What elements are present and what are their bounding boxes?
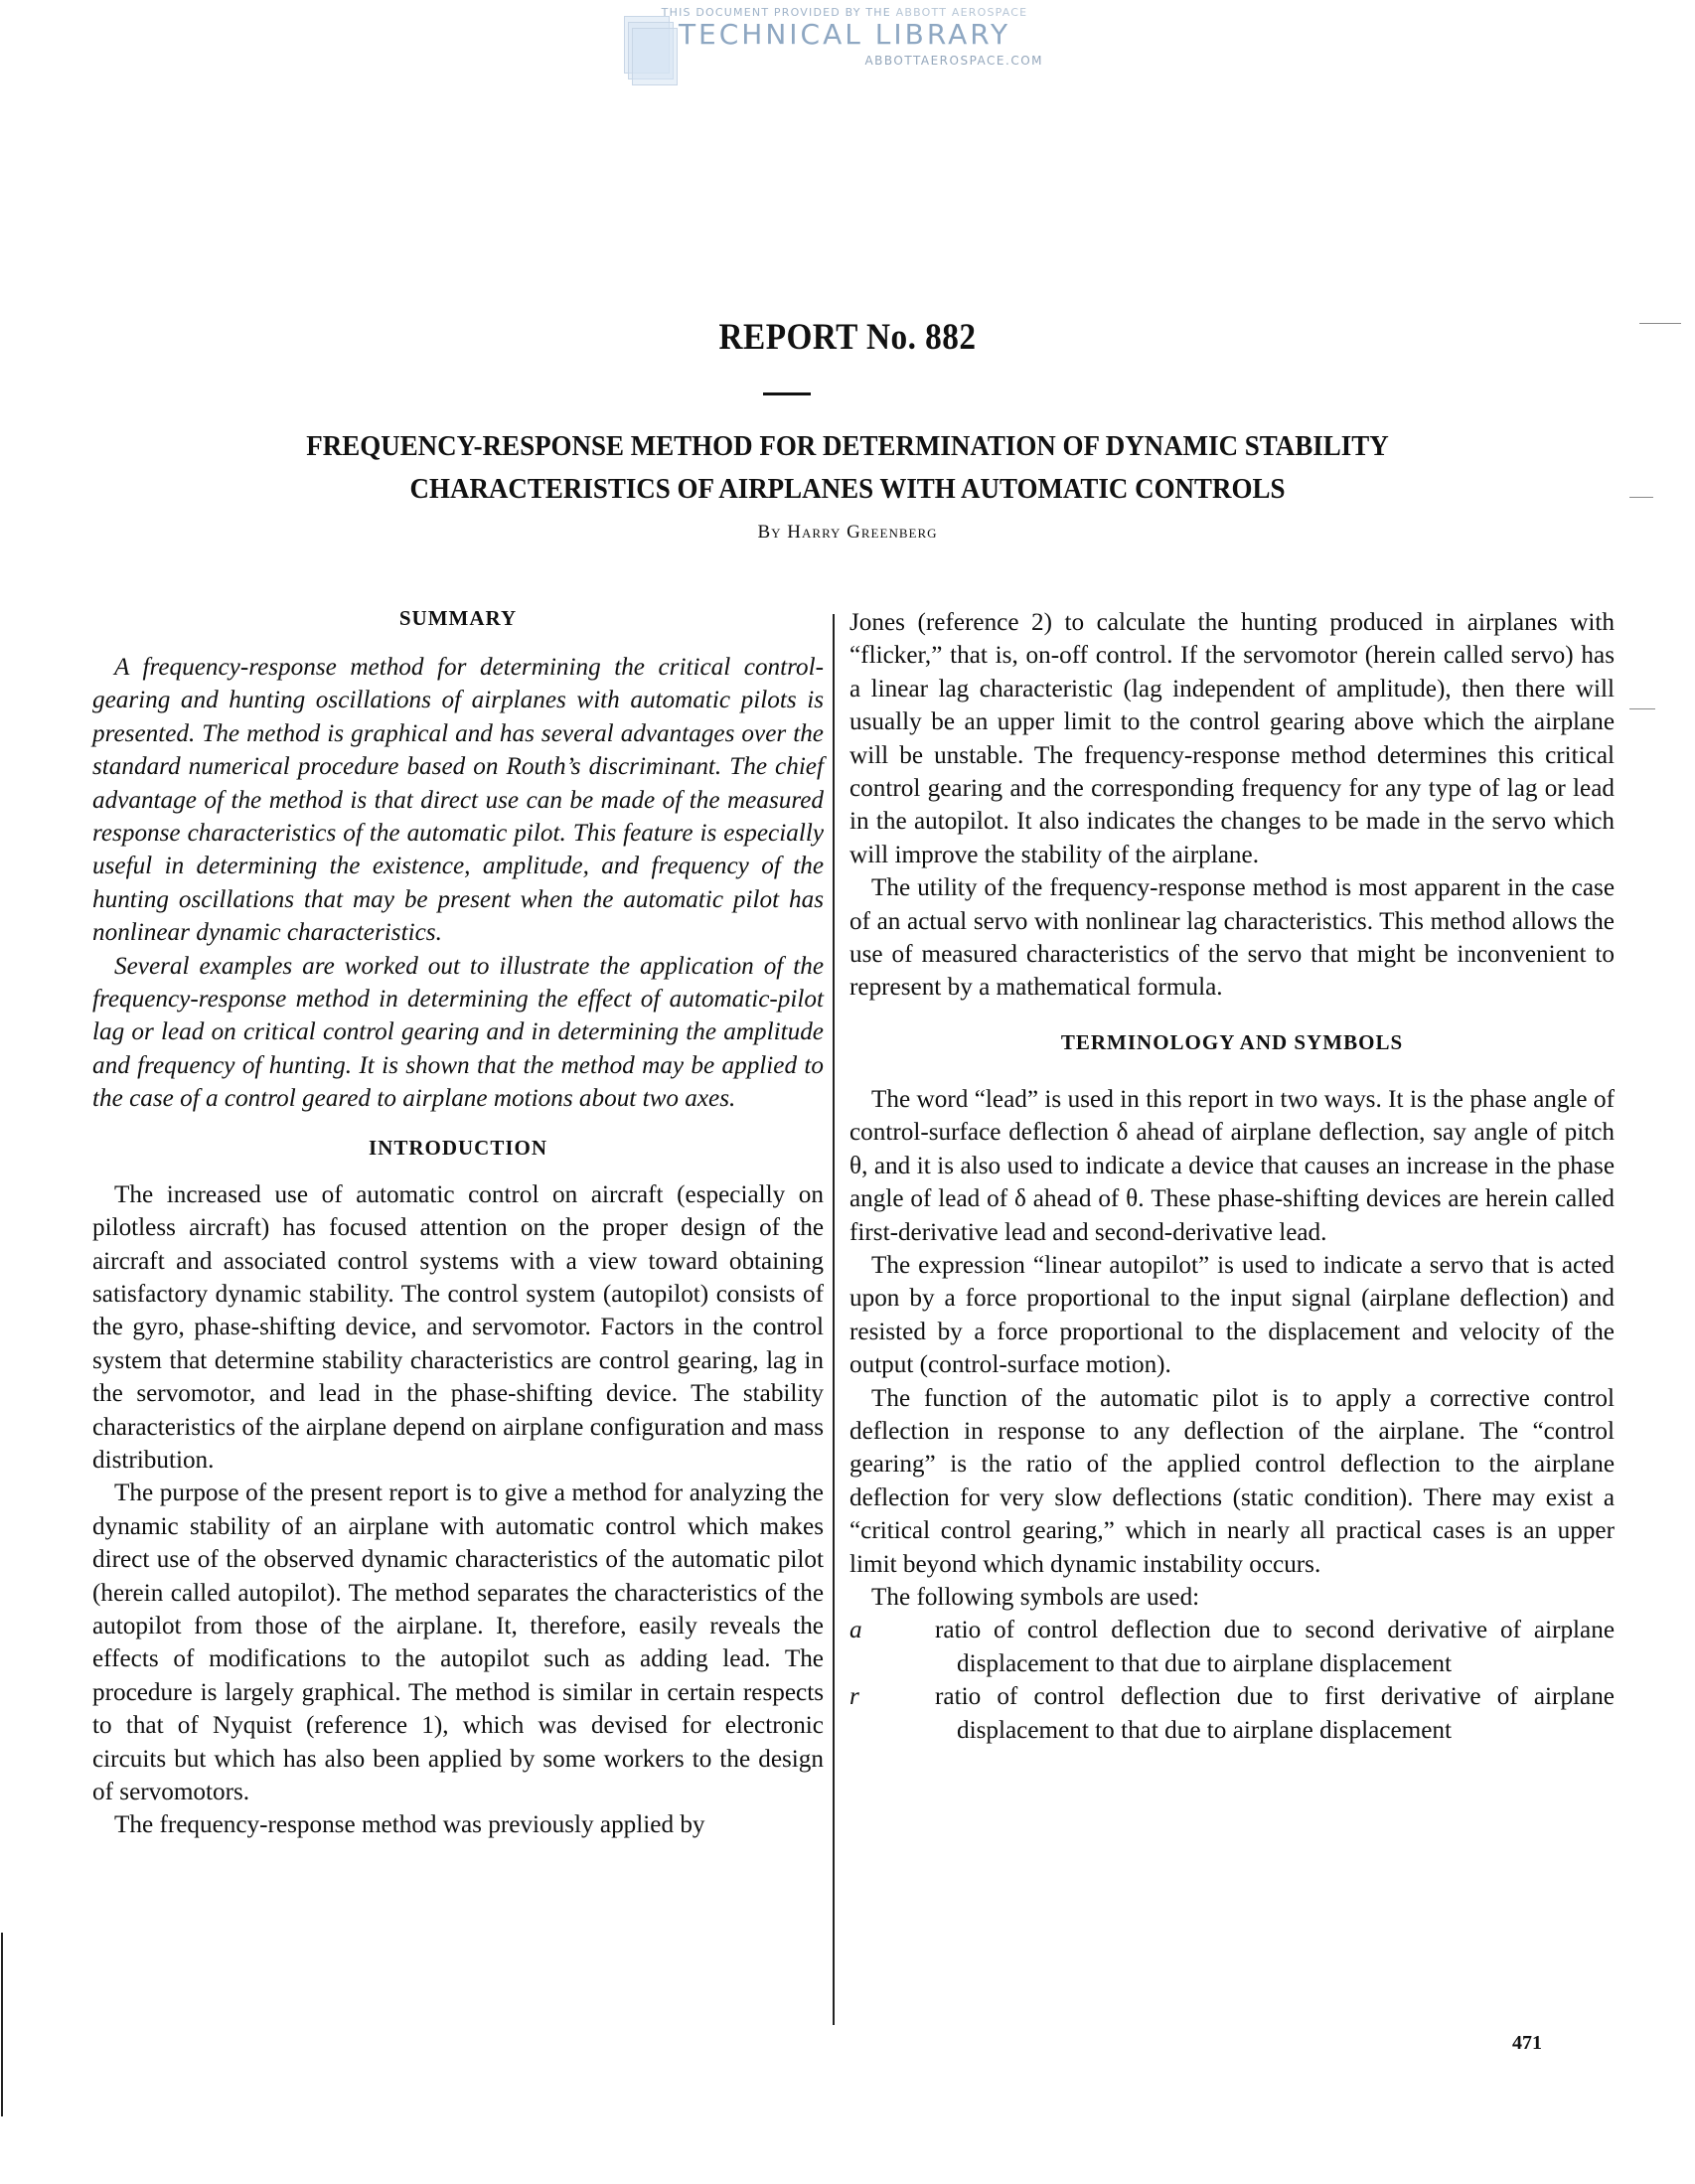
title-line-2: CHARACTERISTICS OF AIRPLANES WITH AUTOMATIC CONTROLS bbox=[409, 473, 1286, 505]
terminology-paragraph: The word “lead” is used in this report in two ways. It is the phase angle of control-surface deflection δ ahead of airplane deflection, say angle of pitch θ, and it is also used to indicate a device that causes an increase in the phase angle of lead of δ ahead of θ. These phase-shifting devices are herein called first-derivative lead and second-derivative lead. bbox=[849, 1085, 1615, 1246]
title-line-1: FREQUENCY-RESPONSE METHOD FOR DETERMINATION OF DYNAMIC STABILITY bbox=[306, 430, 1389, 462]
left-column bbox=[92, 606, 824, 1842]
scan-speck bbox=[1629, 497, 1653, 498]
terminology-paragraph: The function of the automatic pilot is to apply a corrective control deflection in response to any deflection of the airplane. The “control gearing” is the ratio of the applied control deflection to the airplane deflection for very slow deflections (static condition). There may exist a “critical control gearing,” which in nearly all practical cases is an upper limit beyond which dynamic instability occurs. bbox=[849, 1384, 1615, 1578]
watermark-prefix: THIS DOCUMENT PROVIDED BY THE bbox=[661, 6, 891, 19]
introduction-heading: INTRODUCTION bbox=[368, 1135, 548, 1160]
summary-paragraph: A frequency-response method for determining the critical control-gearing and hunting oscillations of airplanes with automatic pilots is presented. The method is graphical and has several advantages over the standard numerical procedure based on Routh’s discriminant. The chief advantage of the method is that direct use can be made of the measured response characteristics of the automatic pilot. This feature is especially useful in determining the existence, amplitude, and frequency of the hunting oscillations that may be present when the automatic pilot has nonlinear dynamic characteristics. bbox=[92, 654, 824, 947]
watermark-logo bbox=[596, 4, 1093, 93]
body-paragraph: The utility of the frequency-response method is most apparent in the case of an actual servo with nonlinear lag characteristics. This method allows the use of measured characteristics of the servo that might be inconvenient to represent by a mathematical formula. bbox=[849, 874, 1615, 1002]
watermark-brand: ABBOTT AEROSPACE bbox=[895, 6, 1028, 19]
symbol-entry bbox=[849, 1680, 1615, 1747]
terminology-heading: TERMINOLOGY AND SYMBOLS bbox=[1060, 1029, 1404, 1054]
symbol: a bbox=[849, 1617, 862, 1644]
introduction-paragraph: The increased use of automatic control on aircraft (especially on pilotless aircraft) has focused attention on the proper design of the aircraft and associated control systems with a view toward obtaining satisfactory dynamic stability. The control system (autopilot) consists of the gyro, phase-shifting device, and servomotor. Factors in the control system that determine stability characteristics are control gearing, lag in the servomotor, and lead in the phase-shifting device. The stability characteristics of the airplane depend on airplane configuration and mass distribution. bbox=[92, 1180, 824, 1474]
watermark-library-name: TECHNICAL LIBRARY bbox=[678, 18, 1011, 51]
symbol-entry bbox=[849, 1614, 1615, 1680]
report-title bbox=[60, 425, 1636, 511]
scan-speck bbox=[1639, 323, 1681, 324]
report-number: REPORT No. 882 bbox=[718, 317, 977, 358]
terminology-paragraph: The expression “linear autopilot” is used to indicate a servo that is acted upon by a force proportional to the input signal (airplane deflection) and resisted by a force proportional to the displacement and velocity of the output (control-surface motion). bbox=[849, 1251, 1615, 1379]
continued-paragraph: Jones (reference 2) to calculate the hunting produced in airplanes with “flicker,” that is, on-off control. If the servomotor (herein called servo) has a linear lag characteristic (lag independent of amplitude), then there will usually be an upper limit to the control gearing above which the airplane will be unstable. The frequency-response method determines this critical control gearing and the corresponding frequency for any type of lag or lead in the autopilot. It also indicates the changes to be made in the servo which will improve the stability of the airplane. bbox=[849, 609, 1615, 868]
author-byline: By Harry Greenberg bbox=[757, 522, 938, 543]
symbol: r bbox=[849, 1683, 859, 1711]
summary-heading: SUMMARY bbox=[398, 606, 518, 630]
title-rule bbox=[763, 392, 811, 395]
summary-paragraph: Several examples are worked out to illustrate the application of the frequency-response method in determining the effect of automatic-pilot lag or lead on critical control gearing and in determining the amplitude and frequency of hunting. It is shown that the method may be applied to the case of a control geared to airplane motions about two axes. bbox=[92, 952, 824, 1113]
symbols-intro: The following symbols are used: bbox=[871, 1583, 1200, 1611]
introduction-paragraph: The frequency-response method was previously applied by bbox=[114, 1811, 705, 1839]
column-divider bbox=[833, 614, 835, 2025]
introduction-paragraph: The purpose of the present report is to give a method for analyzing the dynamic stability of an airplane with automatic control which makes direct use of the observed dynamic characteristics of the automatic pilot (herein called autopilot). The method separates the characteristics of the autopilot from those of the airplane. It, therefore, easily reveals the effects of modifications to the autopilot such as adding lead. The procedure is largely graphical. The method is similar in certain respects to that of Nyquist (reference 1), which was devised for electronic circuits but which has also been applied by some workers to the design of servomotors. bbox=[92, 1480, 824, 1805]
right-column bbox=[849, 606, 1615, 1747]
symbol-definition: ratio of control deflection due to first derivative of airplane displacement to that due to airplane displacement bbox=[935, 1683, 1615, 1744]
symbols-list bbox=[849, 1614, 1615, 1747]
scan-edge-mark bbox=[1, 1933, 3, 2116]
page-number: 471 bbox=[1512, 2032, 1542, 2054]
symbol-definition: ratio of control deflection due to second derivative of airplane displacement to that due to airplane displacement bbox=[935, 1617, 1615, 1677]
scan-speck bbox=[1629, 708, 1655, 709]
watermark-url: ABBOTTAEROSPACE.COM bbox=[864, 54, 1043, 68]
